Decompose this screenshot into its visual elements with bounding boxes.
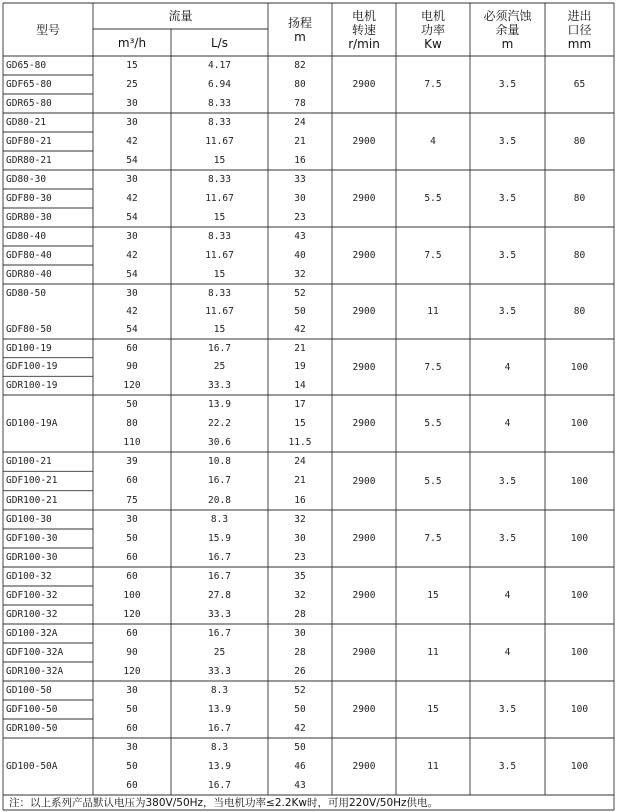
head-m-cell: 14 <box>294 380 306 392</box>
speed-cell: 2900 <box>352 761 376 772</box>
flow-ls-cell: 11.67 <box>205 305 234 317</box>
head-m-cell: 50 <box>294 742 306 753</box>
head-m-cell: 78 <box>294 98 306 109</box>
power-cell: 4 <box>430 136 436 147</box>
speed-cell: 2900 <box>352 136 376 147</box>
head-m-cell: 40 <box>294 250 306 261</box>
model-cell: GDF100-30 <box>6 533 58 544</box>
model-cell: GD80-40 <box>6 231 47 242</box>
head-m-cell: 23 <box>294 552 306 563</box>
flow-m3h-cell: 42 <box>126 193 138 204</box>
flow-m3h-cell: 30 <box>126 231 138 242</box>
diameter-cell: 100 <box>570 361 589 373</box>
flow-m3h-cell: 120 <box>123 380 141 392</box>
flow-ls-cell: 13.9 <box>208 761 231 772</box>
model-cell: GDR100-32 <box>6 609 58 620</box>
model-cell: GD65-80 <box>6 60 47 71</box>
header-npsh-line-1: 必须汽蚀 <box>483 8 532 23</box>
header-model: 型号 <box>35 22 60 37</box>
speed-cell: 2900 <box>352 306 376 317</box>
flow-m3h-cell: 110 <box>123 437 141 448</box>
head-m-cell: 28 <box>294 609 306 620</box>
npsh-cell: 3.5 <box>498 475 517 487</box>
flow-ls-cell: 16.7 <box>208 342 231 354</box>
flow-ls-cell: 16.7 <box>208 780 231 791</box>
npsh-cell: 3.5 <box>498 79 517 90</box>
model-cell: GD80-21 <box>6 117 47 128</box>
head-m-cell: 30 <box>294 533 306 544</box>
flow-ls-cell: 33.3 <box>208 609 231 620</box>
head-m-cell: 50 <box>294 704 306 715</box>
header-diameter-line-2: 口径 <box>567 22 592 37</box>
model-cell: GD100-19A <box>6 418 58 429</box>
speed-cell: 2900 <box>352 79 376 90</box>
flow-m3h-cell: 60 <box>126 780 138 791</box>
diameter-cell: 80 <box>573 136 586 147</box>
diameter-cell: 80 <box>573 250 586 261</box>
power-cell: 7.5 <box>424 250 442 261</box>
flow-ls-cell: 16.7 <box>208 475 231 487</box>
diameter-cell: 100 <box>570 761 589 772</box>
speed-cell: 2900 <box>352 250 376 261</box>
flow-m3h-cell: 60 <box>126 723 138 734</box>
model-cell: GDR65-80 <box>6 98 52 109</box>
head-m-cell: 15 <box>294 418 306 429</box>
model-cell: GDR100-19 <box>6 380 58 392</box>
flow-m3h-cell: 42 <box>126 305 138 317</box>
flow-ls-cell: 15 <box>213 212 226 223</box>
flow-ls-cell: 16.7 <box>208 628 231 639</box>
head-m-cell: 24 <box>294 117 306 128</box>
header-flow: 流量 <box>168 9 193 23</box>
flow-m3h-cell: 75 <box>126 494 138 506</box>
model-cell: GDF100-32 <box>6 590 58 601</box>
head-m-cell: 17 <box>294 399 306 410</box>
head-m-cell: 82 <box>294 60 306 71</box>
speed-cell: 2900 <box>352 704 376 715</box>
power-cell: 11 <box>427 647 439 658</box>
flow-m3h-cell: 120 <box>123 666 141 677</box>
flow-m3h-cell: 30 <box>126 742 138 753</box>
header-power-line-3: Kw <box>424 36 442 51</box>
flow-ls-cell: 16.7 <box>208 723 231 734</box>
flow-ls-cell: 11.67 <box>205 136 234 147</box>
speed-cell: 2900 <box>352 418 376 429</box>
flow-m3h-cell: 30 <box>126 174 138 185</box>
flow-m3h-cell: 54 <box>126 269 138 280</box>
flow-m3h-cell: 25 <box>126 79 138 90</box>
head-m-cell: 23 <box>294 212 306 223</box>
flow-ls-cell: 25 <box>213 647 226 658</box>
npsh-cell: 3.5 <box>498 193 517 204</box>
npsh-cell: 4 <box>504 590 511 601</box>
flow-ls-cell: 20.8 <box>208 494 231 506</box>
header-speed-line-3: r/min <box>348 36 380 51</box>
flow-m3h-cell: 60 <box>126 628 138 639</box>
head-m-cell: 43 <box>294 231 306 242</box>
flow-ls-cell: 15 <box>213 269 226 280</box>
head-m-cell: 28 <box>294 647 306 658</box>
flow-m3h-cell: 54 <box>126 155 138 166</box>
model-cell: GD80-30 <box>6 174 47 185</box>
head-m-cell: 80 <box>294 79 306 90</box>
speed-cell: 2900 <box>352 533 376 544</box>
header-flow-ls: L/s <box>211 35 228 50</box>
npsh-cell: 4 <box>504 647 511 658</box>
header-head-line-2: m <box>294 29 306 44</box>
model-cell: GD80-50 <box>6 287 47 299</box>
speed-cell: 2900 <box>352 647 376 658</box>
model-cell: GDR80-21 <box>6 155 52 166</box>
head-m-cell: 33 <box>294 174 306 185</box>
model-cell: GDR100-21 <box>6 494 58 506</box>
head-m-cell: 50 <box>294 305 306 317</box>
header-flow-m3h: m³/h <box>117 35 147 50</box>
power-cell: 7.5 <box>424 533 442 544</box>
speed-cell: 2900 <box>352 361 376 373</box>
model-cell: GD100-50 <box>6 685 52 696</box>
model-cell: GDF80-21 <box>6 136 52 147</box>
model-cell: GDR100-32A <box>6 666 64 677</box>
model-cell: GDF65-80 <box>6 79 52 90</box>
model-cell: GDF100-50 <box>6 704 58 715</box>
model-cell: GD100-32A <box>6 628 58 639</box>
diameter-cell: 100 <box>570 475 589 487</box>
power-cell: 11 <box>427 306 439 317</box>
model-cell: GDF80-30 <box>6 193 52 204</box>
head-m-cell: 16 <box>294 155 306 166</box>
npsh-cell: 3.5 <box>498 704 517 715</box>
flow-ls-cell: 11.67 <box>205 193 234 204</box>
model-cell: GD100-30 <box>6 514 52 525</box>
head-m-cell: 35 <box>294 571 306 582</box>
header-npsh-line-2: 余量 <box>495 22 520 37</box>
head-m-cell: 52 <box>294 685 306 696</box>
flow-m3h-cell: 50 <box>126 761 138 772</box>
head-m-cell: 43 <box>294 780 306 791</box>
diameter-cell: 100 <box>570 704 589 715</box>
diameter-cell: 80 <box>573 193 586 204</box>
flow-m3h-cell: 80 <box>126 418 138 429</box>
flow-m3h-cell: 90 <box>126 361 138 373</box>
model-cell: GDR80-40 <box>6 269 52 280</box>
head-m-cell: 32 <box>294 590 306 601</box>
power-cell: 11 <box>427 761 439 772</box>
power-cell: 5.5 <box>424 475 442 487</box>
flow-ls-cell: 13.9 <box>208 399 231 410</box>
model-cell: GDR100-50 <box>6 723 58 734</box>
head-m-cell: 21 <box>294 475 306 487</box>
head-m-cell: 30 <box>294 193 306 204</box>
head-m-cell: 32 <box>294 269 306 280</box>
flow-m3h-cell: 39 <box>126 456 138 468</box>
model-cell: GDF80-40 <box>6 250 52 261</box>
speed-cell: 2900 <box>352 590 376 601</box>
head-m-cell: 52 <box>294 287 306 299</box>
npsh-cell: 3.5 <box>498 533 517 544</box>
model-cell: GD100-50A <box>6 761 58 772</box>
header-power <box>396 3 470 56</box>
flow-ls-cell: 8.3 <box>210 685 229 696</box>
flow-m3h-cell: 54 <box>126 212 138 223</box>
header-speed-line-1: 电机 <box>351 8 376 23</box>
flow-m3h-cell: 60 <box>126 475 138 487</box>
diameter-cell: 100 <box>570 590 589 601</box>
head-m-cell: 21 <box>294 136 306 147</box>
header-power-line-2: 功率 <box>420 22 445 37</box>
header-diameter <box>545 3 614 56</box>
model-cell: GDF100-19 <box>6 361 58 373</box>
flow-ls-cell: 33.3 <box>208 380 231 392</box>
head-m-cell: 32 <box>294 514 306 525</box>
flow-m3h-cell: 30 <box>126 685 138 696</box>
power-cell: 15 <box>427 590 439 601</box>
head-m-cell: 42 <box>294 324 306 336</box>
flow-ls-cell: 15.9 <box>208 533 231 544</box>
flow-ls-cell: 13.9 <box>208 704 231 715</box>
header-diameter-line-3: mm <box>567 36 592 51</box>
flow-ls-cell: 15 <box>213 324 226 336</box>
npsh-cell: 3.5 <box>498 136 517 147</box>
power-cell: 5.5 <box>424 193 442 204</box>
flow-m3h-cell: 42 <box>126 136 138 147</box>
flow-m3h-cell: 60 <box>126 342 138 354</box>
header-head-line-1: 扬程 <box>287 15 312 30</box>
flow-ls-cell: 11.67 <box>205 250 234 261</box>
npsh-cell: 4 <box>504 418 511 429</box>
model-cell: GDF100-21 <box>6 475 58 487</box>
flow-ls-cell: 8.3 <box>210 514 229 525</box>
flow-m3h-cell: 50 <box>126 533 138 544</box>
model-cell: GD100-21 <box>6 456 52 468</box>
flow-ls-cell: 16.7 <box>208 552 231 563</box>
head-m-cell: 19 <box>294 361 306 373</box>
model-cell: GDR100-30 <box>6 552 58 563</box>
power-cell: 5.5 <box>424 418 442 429</box>
diameter-cell: 80 <box>573 306 586 317</box>
npsh-cell: 4 <box>504 361 511 373</box>
header-speed <box>332 3 396 56</box>
flow-m3h-cell: 15 <box>126 60 138 71</box>
model-cell: GD100-19 <box>6 342 52 354</box>
flow-ls-cell: 6.94 <box>208 79 231 90</box>
diameter-cell: 100 <box>570 418 589 429</box>
flow-ls-cell: 30.6 <box>208 437 231 448</box>
flow-ls-cell: 8.33 <box>208 287 231 299</box>
npsh-cell: 3.5 <box>498 761 517 772</box>
flow-ls-cell: 8.33 <box>208 98 231 109</box>
head-m-cell: 26 <box>294 666 306 677</box>
diameter-cell: 65 <box>573 79 586 90</box>
flow-ls-cell: 27.8 <box>208 590 231 601</box>
head-m-cell: 16 <box>294 494 306 506</box>
head-m-cell: 21 <box>294 342 306 354</box>
header-diameter-line-1: 进出 <box>567 8 592 23</box>
flow-m3h-cell: 54 <box>126 324 138 336</box>
flow-ls-cell: 22.2 <box>208 418 231 429</box>
power-cell: 15 <box>427 704 439 715</box>
flow-m3h-cell: 50 <box>126 399 138 410</box>
flow-m3h-cell: 100 <box>123 590 141 601</box>
flow-m3h-cell: 30 <box>126 514 138 525</box>
flow-ls-cell: 25 <box>213 361 226 373</box>
flow-m3h-cell: 30 <box>126 117 138 128</box>
model-cell: GD100-32 <box>6 571 52 582</box>
flow-ls-cell: 8.33 <box>208 231 231 242</box>
header-power-line-1: 电机 <box>420 8 445 23</box>
speed-cell: 2900 <box>352 193 376 204</box>
model-cell: GDR80-30 <box>6 212 52 223</box>
diameter-cell: 100 <box>570 533 589 544</box>
head-m-cell: 11.5 <box>288 437 312 448</box>
flow-ls-cell: 8.33 <box>208 117 231 128</box>
flow-m3h-cell: 30 <box>126 287 138 299</box>
head-m-cell: 24 <box>294 456 306 468</box>
flow-m3h-cell: 42 <box>126 250 138 261</box>
flow-ls-cell: 16.7 <box>208 571 231 582</box>
flow-m3h-cell: 50 <box>126 704 138 715</box>
npsh-cell: 3.5 <box>498 306 517 317</box>
flow-m3h-cell: 60 <box>126 571 138 582</box>
flow-ls-cell: 4.17 <box>208 60 231 71</box>
power-cell: 7.5 <box>424 79 442 90</box>
flow-ls-cell: 8.33 <box>208 174 231 185</box>
head-m-cell: 30 <box>294 628 306 639</box>
model-cell: GDF100-32A <box>6 647 64 658</box>
flow-m3h-cell: 90 <box>126 647 138 658</box>
flow-m3h-cell: 60 <box>126 552 138 563</box>
flow-ls-cell: 8.3 <box>210 742 229 753</box>
header-npsh <box>470 3 545 56</box>
flow-ls-cell: 33.3 <box>208 666 231 677</box>
diameter-cell: 100 <box>570 647 589 658</box>
head-m-cell: 46 <box>294 761 306 772</box>
header-head <box>268 3 332 56</box>
header-speed-line-2: 转速 <box>351 22 376 37</box>
npsh-cell: 3.5 <box>498 250 517 261</box>
model-cell: GDF80-50 <box>6 324 52 336</box>
flow-m3h-cell: 30 <box>126 98 138 109</box>
flow-ls-cell: 10.8 <box>208 456 231 468</box>
head-m-cell: 42 <box>294 723 306 734</box>
speed-cell: 2900 <box>352 475 376 487</box>
flow-m3h-cell: 120 <box>123 609 141 620</box>
header-npsh-line-3: m <box>501 36 514 51</box>
flow-ls-cell: 15 <box>213 155 226 166</box>
power-cell: 7.5 <box>424 361 442 373</box>
footnote: 注：以上系列产品默认电压为380V/50Hz，当电机功率≤2.2Kw时，可用220V/50Hz供电。 <box>9 797 439 809</box>
